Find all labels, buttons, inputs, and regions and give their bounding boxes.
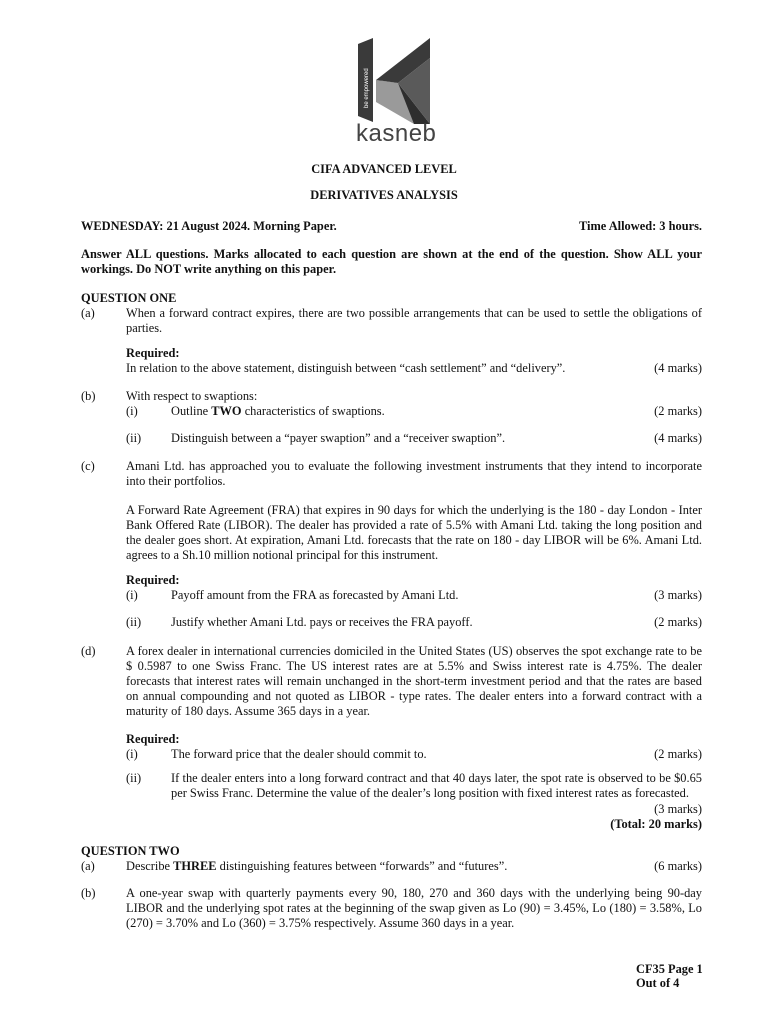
q1d-text: A forex dealer in international currencies domiciled in the United States (US) observes the spot exchange rate to be $ 0.5987 to one Swiss Franc. The US interest rates are at 5.5% and Swiss interest rate is 4.75%. The dealer forecasts that interest rates will remain unchanged in the short-term investment period and that the rates are based on annual compounding and not quoted as LIBOR - type rates. The dealer enters into a forward contract with a maturity of 180 days. Assume 365 days in a year. — [126, 644, 702, 718]
q1b-i-text: Outline TWO characteristics of swaptions. — [171, 404, 385, 418]
kasneb-logo — [354, 38, 437, 148]
q1d-required: Required: — [126, 732, 180, 746]
q1c-text: Amani Ltd. has approached you to evaluate the following investment instruments that they intend to incorporate into their portfolios. — [126, 459, 702, 488]
question-one-title: QUESTION ONE — [81, 291, 177, 305]
logo-side-text: be empowered — [364, 68, 370, 108]
q1c-ii-marks: (2 marks) — [654, 615, 702, 629]
exam-subject: DERIVATIVES ANALYSIS — [310, 188, 458, 202]
q1b-ii-marks: (4 marks) — [654, 431, 702, 445]
time-allowed: Time Allowed: 3 hours. — [579, 219, 702, 233]
q1a-text: When a forward contract expires, there are two possible arrangements that can be used to settle the obligations of parties. — [126, 306, 702, 335]
q1c-i-label: (i) — [126, 588, 138, 602]
q2b-label: (b) — [81, 886, 96, 900]
q2b-text: A one-year swap with quarterly payments every 90, 180, 270 and 360 days with the underlying being 90-day LIBOR and the underlying spot rates at the beginning of the swap given as Lo (90) = 3.45%, Lo (180) = 3.58%, Lo (270) = 3.70% and Lo (360) = 3.75% respectively. Assume 360 days in a year. — [126, 886, 702, 930]
q1a-marks: (4 marks) — [654, 361, 702, 375]
page-number: CF35 Page 1 — [636, 962, 703, 976]
q1-total-marks: (Total: 20 marks) — [610, 817, 702, 831]
q1c-i-marks: (3 marks) — [654, 588, 702, 602]
q1d-i-marks: (2 marks) — [654, 747, 702, 761]
q1b-label: (b) — [81, 389, 96, 403]
logo-wordmark: kasneb — [356, 120, 437, 147]
q1d-ii-label: (ii) — [126, 771, 142, 785]
q1d-ii-text: If the dealer enters into a long forward contract and that 40 days later, the spot rate is observed to be $0.65 per Swiss Franc. Determine the value of the dealer’s long position with fixed interest rates as forecasted. — [171, 771, 702, 800]
q1b-ii-label: (ii) — [126, 431, 142, 445]
q1c-paragraph: A Forward Rate Agreement (FRA) that expires in 90 days for which the underlying is the 180 - day London - Inter Bank Offered Rate (LIBOR). The dealer has provided a rate of 5.5% with Amani Ltd. taking the long position and the dealer goes short. At expiration, Amani Ltd. forecasts that the rate on 180 - day LIBOR will be 6%. Amani Ltd. agrees to a Sh.10 million notional principal for this instrument. — [126, 503, 702, 562]
q1c-required: Required: — [126, 573, 180, 587]
q1c-ii-label: (ii) — [126, 615, 142, 629]
q1c-ii-text: Justify whether Amani Ltd. pays or receives the FRA payoff. — [171, 615, 473, 629]
q1b-i-marks: (2 marks) — [654, 404, 702, 418]
instructions-line-1: Answer ALL questions. Marks allocated to each question are shown at the end of the question. Show ALL your — [81, 247, 702, 261]
q1d-label: (d) — [81, 644, 96, 658]
q2a-text: Describe THREE distinguishing features between “forwards” and “futures”. — [126, 859, 508, 873]
q1a-label: (a) — [81, 306, 95, 320]
exam-level: CIFA ADVANCED LEVEL — [311, 162, 457, 176]
q1c-i-text: Payoff amount from the FRA as forecasted by Amani Ltd. — [171, 588, 459, 602]
q1c-label: (c) — [81, 459, 95, 473]
q1a-required: Required: — [126, 346, 180, 360]
q1b-ii-text: Distinguish between a “payer swaption” and a “receiver swaption”. — [171, 431, 506, 445]
question-two-title: QUESTION TWO — [81, 844, 180, 858]
q1b-i-label: (i) — [126, 404, 138, 418]
q1a-requirement: In relation to the above statement, distinguish between “cash settlement” and “delivery”. — [126, 361, 566, 375]
q2a-marks: (6 marks) — [654, 859, 702, 873]
exam-date: WEDNESDAY: 21 August 2024. Morning Paper. — [81, 219, 337, 233]
q1d-i-label: (i) — [126, 747, 138, 761]
page-out-of: Out of 4 — [636, 976, 680, 990]
q2a-label: (a) — [81, 859, 95, 873]
q1d-ii-marks: (3 marks) — [654, 802, 702, 816]
q1b-text: With respect to swaptions: — [126, 389, 258, 403]
instructions-line-2: workings. Do NOT write anything on this paper. — [81, 262, 337, 276]
q1d-i-text: The forward price that the dealer should commit to. — [171, 747, 427, 761]
